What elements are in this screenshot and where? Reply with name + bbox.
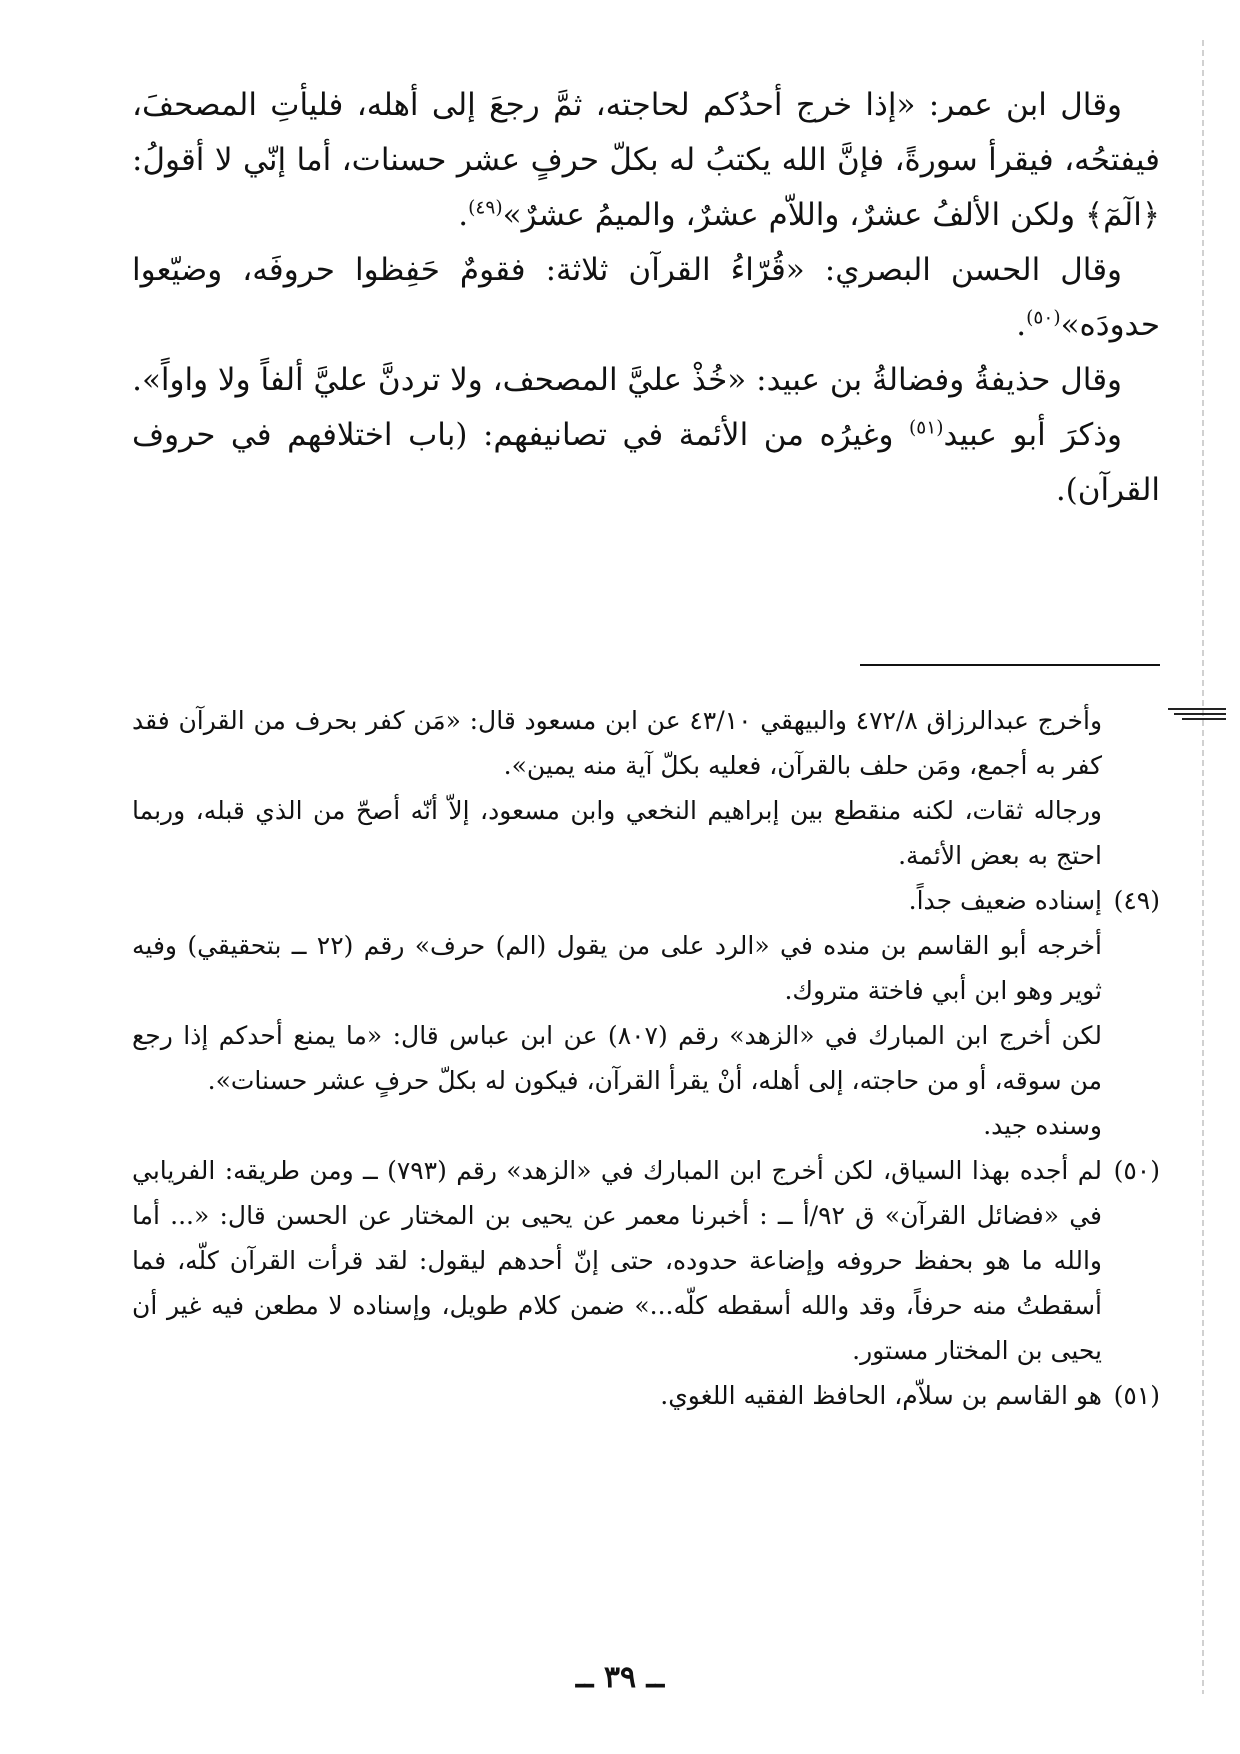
footnote-50 [132,1148,1160,1373]
footnote-text: هو القاسم بن سلاّم، الحافظ الفقيه اللغوي. [660,1381,1102,1410]
main-text [132,78,1160,518]
footnote-number: (٥٠) [1113,1156,1160,1185]
footnote-49-line: لكن أخرج ابن المبارك في «الزهد» رقم (٨٠٧) عن ابن عباس قال: «ما يمنع أحدكم إذا رجع من سوقه، أو من حاجته، إلى أهله، أنْ يقرأ القرآن، فيكون له بكلّ حرفٍ عشر حسنات». [132,1021,1102,1095]
footnotes [132,698,1160,1418]
paragraph-text: وقال حذيفةُ وفضالةُ بن عبيد: «خُذْ عليَّ المصحف، ولا تردنَّ عليَّ ألفاً ولا واواً». [132,362,1122,398]
footnote-text: إسناده ضعيف جداً. [908,886,1102,915]
paragraph-text: وغيرُه من الأئمة في تصانيفهم: (باب اختلافهم في حروف القرآن). [132,417,1160,508]
paragraph-text: وقال ابن عمر: «إذا خرج أحدُكم لحاجته، ثمَّ رجعَ إلى أهله، فليأتِ المصحفَ، فيفتحُه، فيقرأ سورةً، فإنَّ الله يكتبُ له بكلّ حرفٍ عشر حسنات، أما إنّي لا أقولُ: ﴿الٓمٓ﴾ ولكن الألفُ عشرٌ، واللاّم عشرٌ، والميمُ عشرٌ» [132,87,1160,233]
footnote-continuation-1: وأخرج عبدالرزاق ٤٧٢/٨ والبيهقي ٤٣/١٠ عن ابن مسعود قال: «مَن كفر بحرف من القرآن فقد كفر به أجمع، ومَن حلف بالقرآن، فعليه بكلّ آية منه يمين». [132,706,1103,780]
footnote-continuation-2: ورجاله ثقات، لكنه منقطع بين إبراهيم النخعي وابن مسعود، إلاّ أنّه أصحّ من الذي قبله، وربما احتج به بعض الأئمة. [132,796,1102,870]
paragraph-abu-ubayd [132,408,1160,518]
paragraph-hudhayfa [132,353,1160,408]
paragraph-ibn-umar [132,78,1160,243]
footnote-number: (٥١) [1113,1381,1160,1410]
page-number: ــ ٣٩ ــ [575,1660,665,1695]
footnote-49-line: وسنده جيد. [983,1111,1102,1140]
footnote-49 [132,878,1160,923]
binding-shadow [1202,40,1204,1694]
footnote-ref-50[interactable]: (٥٠) [1026,307,1061,329]
footnote-number: (٤٩) [1113,886,1160,915]
footnote-separator [860,664,1160,666]
footnote-ref-51[interactable]: (٥١) [908,417,944,439]
binding-mark [1168,708,1226,722]
paragraph-text: وذكرَ أبو عبيد [943,417,1122,453]
paragraph-end: . [458,197,469,233]
footnote-text: لم أجده بهذا السياق، لكن أخرج ابن المبارك في «الزهد» رقم (٧٩٣) ــ ومن طريقه: الفريابي في «فضائل القرآن» ق ٩٢/أ ــ : أخبرنا معمر عن يحيى بن المختار عن الحسن قال: «... أما والله ما هو بحفظ حروفه وإضاعة حدوده، حتى إنّ أحدهم ليقول: لقد قرأت القرآن كلّه، فما أسقطتُ منه حرفاً، وقد والله أسقطه كلّه...» ضمن كلام طويل، وإسناده لا مطعن فيه غير أن يحيى بن المختار مستور. [132,1156,1102,1365]
paragraph-end: . [1016,307,1027,343]
paragraph-hasan-basri [132,243,1160,353]
paragraph-text: وقال الحسن البصري: «قُرّاءُ القرآن ثلاثة: فقومٌ حَفِظوا حروفَه، وضيّعوا حدودَه» [132,252,1160,343]
footnote-ref-49[interactable]: (٤٩) [468,197,503,219]
footnote-51 [132,1373,1160,1418]
footnote-49-line: أخرجه أبو القاسم بن منده في «الرد على من يقول (الم) حرف» رقم (٢٢ ــ بتحقيقي) وفيه ثوير وهو ابن أبي فاختة متروك. [132,931,1102,1005]
